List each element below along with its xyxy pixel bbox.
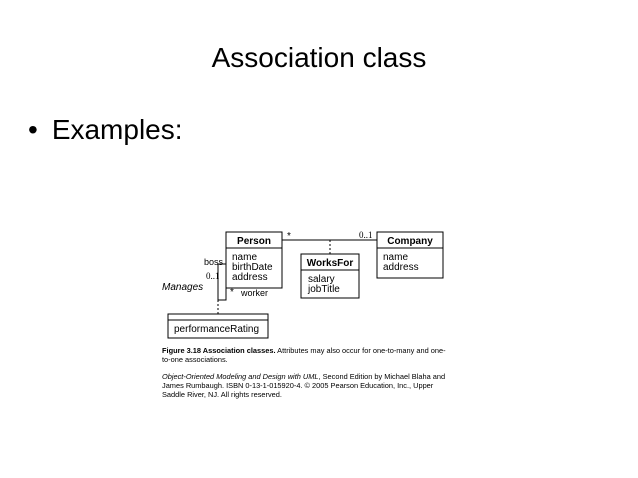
worker-multiplicity: * bbox=[230, 287, 234, 298]
person-attr-name: name bbox=[232, 252, 258, 263]
worksfor-class bbox=[301, 254, 359, 298]
figure-text: Attributes may also occur for one-to-many and one-to-one associations. bbox=[162, 346, 446, 364]
person-class bbox=[226, 232, 282, 288]
performance-attr: performanceRating bbox=[174, 324, 260, 335]
worksfor-attr-salary: salary bbox=[308, 274, 335, 285]
figure-caption bbox=[162, 346, 452, 364]
company-name: Company bbox=[387, 236, 433, 247]
book-title: Object-Oriented Modeling and Design with UML bbox=[162, 372, 319, 381]
boss-multiplicity: 0..1 bbox=[206, 271, 220, 281]
figure-credit bbox=[162, 372, 452, 399]
company-attr-name: name bbox=[383, 252, 409, 263]
bullet-text: Examples: bbox=[51, 114, 183, 145]
bullet-dot: • bbox=[28, 114, 38, 145]
figure-number: Figure 3.18 Association classes. bbox=[162, 346, 276, 355]
performance-class bbox=[168, 314, 268, 338]
boss-role: boss bbox=[204, 257, 224, 267]
person-name: Person bbox=[237, 236, 271, 247]
company-attr-address: address bbox=[383, 262, 419, 273]
manages-label: Manages bbox=[162, 282, 204, 293]
worksfor-name: WorksFor bbox=[306, 258, 354, 269]
person-company-multiplicity: * bbox=[287, 231, 291, 242]
credit-text: , Second Edition by Michael Blaha and James Rumbaugh. ISBN 0-13-1-015920-4. © 2005 Pearson Education, Inc., Upper Saddle River, NJ. All rights reserved. bbox=[162, 372, 446, 399]
manages-worker-line bbox=[218, 285, 226, 300]
person-attr-birthdate: birthDate bbox=[232, 262, 273, 273]
worksfor-attr-jobtitle: jobTitle bbox=[308, 284, 340, 295]
person-attr-address: address bbox=[232, 272, 268, 283]
slide-title: Association class bbox=[211, 42, 427, 73]
worker-role: worker bbox=[241, 288, 269, 298]
company-class bbox=[377, 232, 443, 278]
company-multiplicity: 0..1 bbox=[359, 230, 373, 240]
